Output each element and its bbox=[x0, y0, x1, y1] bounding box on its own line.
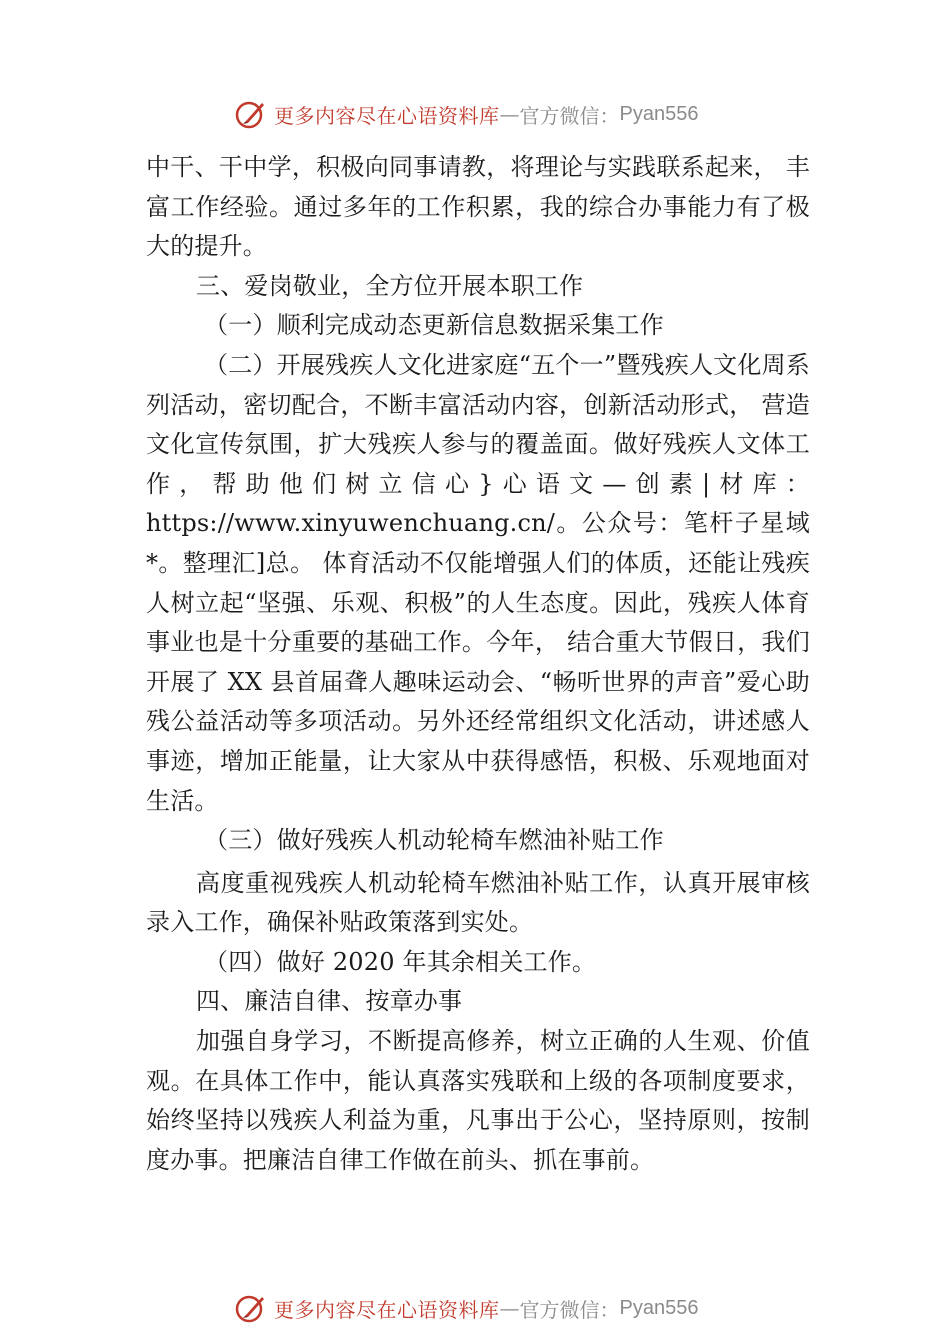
watermark-wechat-id: Pyan556 bbox=[619, 102, 699, 125]
watermark-main-text: 更多内容尽在心语资料库 bbox=[274, 1297, 500, 1322]
subheading-2-paragraph: （二）开展残疾人文化进家庭“五个一”暨残疾人文化周系列活动，密切配合，不断丰富活动内容，创新活动形式， 营造文化宣传氛围，扩大残疾人参与的覆盖面。做好残疾人文体工作，帮助他们树立信心}心语文—创素|材库：https://www.xinyuwenchuang.cn/。公众号：笔杆子星域*。整理汇]总。 体育活动不仅能增强人们的体质，还能让残疾人树立起“坚强、乐观、积极”的人生态度。因此，残疾人体育事业也是十分重要的基础工作。今年， 结合重大节假日，我们开展了 XX 县首届聋人趣味运动会、“畅听世界的声音”爱心助残公益活动等多项活动。另外还经常组织文化活动，讲述感人事迹，增加正能量，让大家从中获得感悟，积极、乐观地面对生活。 bbox=[146, 350, 810, 815]
paragraph-continuation: 中干、干中学，积极向同事请教，将理论与实践联系起来， 丰富工作经验。通过多年的工作积累，我的综合办事能力有了极大的提升。 bbox=[146, 153, 810, 261]
watermark-main-text: 更多内容尽在心语资料库 bbox=[274, 103, 500, 128]
subheading-4: （四）做好 2020 年其余相关工作。 bbox=[204, 947, 597, 976]
section-heading-3: 三、爱岗敬业，全方位开展本职工作 bbox=[196, 271, 584, 300]
watermark-wechat-label: 官方微信： bbox=[519, 1297, 620, 1322]
watermark-separator: — bbox=[499, 1296, 520, 1320]
paragraph-integrity: 加强自身学习，不断提高修养，树立正确的人生观、价值观。在具体工作中，能认真落实残联和上级的各项制度要求，始终坚持以残疾人利益为重，凡事出于公心，坚持原则，按制度办事。把廉洁自律工作做在前头、抓在事前。 bbox=[146, 1027, 810, 1174]
paragraph-subsidy: 高度重视残疾人机动轮椅车燃油补贴工作，认真开展审核录入工作，确保补贴政策落到实处。 bbox=[146, 868, 810, 937]
quill-logo-icon bbox=[234, 97, 268, 131]
subheading-3: （三）做好残疾人机动轮椅车燃油补贴工作 bbox=[204, 826, 664, 855]
subheading-1: （一）顺利完成动态更新信息数据采集工作 bbox=[204, 311, 664, 340]
section-heading-4: 四、廉洁自律、按章办事 bbox=[196, 987, 463, 1016]
watermark-wechat-id: Pyan556 bbox=[619, 1296, 699, 1319]
watermark-wechat-label: 官方微信： bbox=[519, 103, 620, 128]
watermark-separator: — bbox=[499, 102, 520, 126]
document-body bbox=[146, 148, 810, 1180]
footer-watermark bbox=[234, 1290, 698, 1326]
quill-logo-icon bbox=[234, 1291, 268, 1325]
header-watermark bbox=[234, 96, 698, 132]
